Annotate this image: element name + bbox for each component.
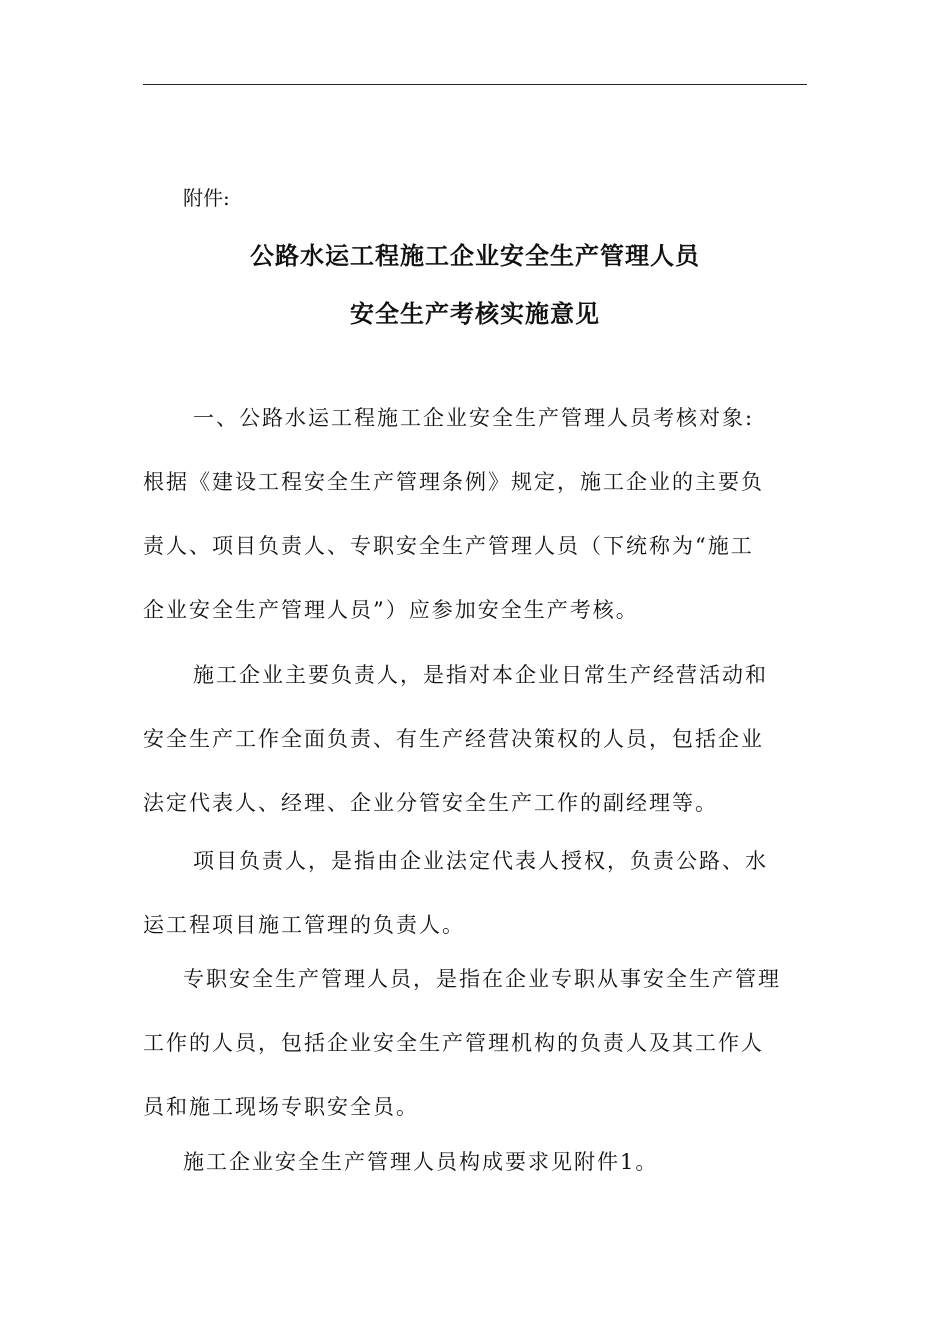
paragraph-line: 员和施工现场专职安全员。 [143,1095,419,1119]
document-title-line-2: 安全生产考核实施意见 [350,299,600,328]
paragraph-line: 一、公路水运工程施工企业安全生产管理人员考核对象: [193,406,755,430]
paragraph-line: 企业安全生产管理人员”）应参加安全生产考核。 [143,598,639,622]
paragraph-line: 施工企业安全生产管理人员构成要求见附件1。 [183,1150,659,1174]
paragraph-line: 法定代表人、经理、企业分管安全生产工作的副经理等。 [143,791,718,815]
paragraph-line: 施工企业主要负责人，是指对本企业日常生产经营活动和 [193,663,768,687]
paragraph-line: 根据《建设工程安全生产管理条例》规定，施工企业的主要负 [143,470,764,494]
paragraph-project-manager [143,829,807,957]
paragraph-line: 安全生产工作全面负责、有生产经营决策权的人员，包括企业 [143,727,764,751]
document-title-line-1: 公路水运工程施工企业安全生产管理人员 [250,241,700,270]
paragraph-composition-requirement [143,1130,807,1194]
paragraph-line: 运工程项目施工管理的负责人。 [143,913,465,937]
paragraph-line: 专职安全生产管理人员，是指在企业专职从事安全生产管理 [183,967,781,991]
paragraph-safety-personnel [143,947,807,1139]
paragraph-line: 工作的人员，包括企业安全生产管理机构的负责人及其工作人 [143,1031,764,1055]
paragraph-principal-responsible-person [143,643,807,835]
attachment-label: 附件: [183,186,230,210]
paragraph-line: 责人、项目负责人、专职安全生产管理人员（下统称为“施工 [143,534,754,558]
paragraph-line: 项目负责人，是指由企业法定代表人授权，负责公路、水 [193,849,768,873]
paragraph-assessment-targets [143,386,807,642]
header-rule [143,84,807,85]
